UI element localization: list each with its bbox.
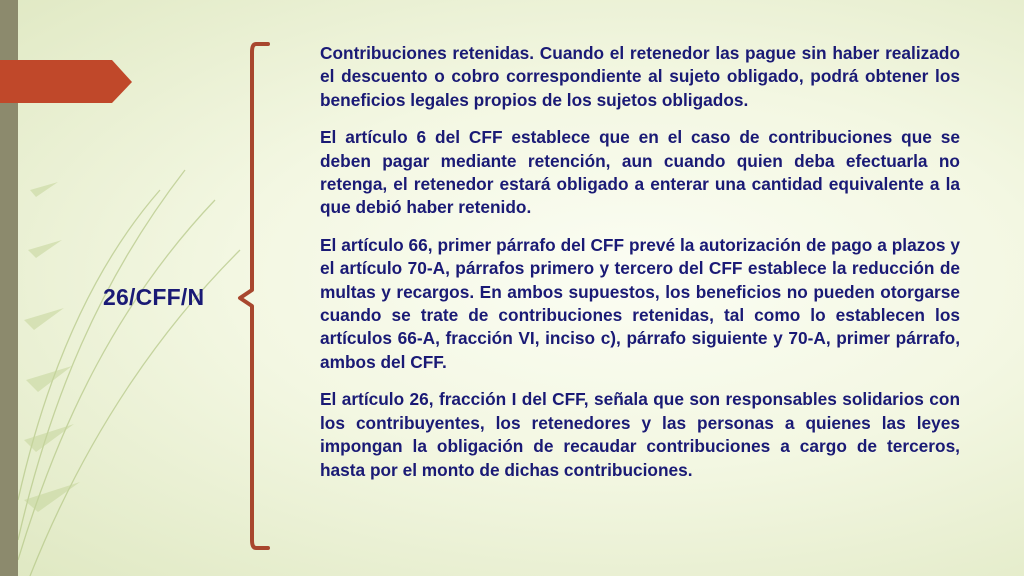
content-text-block: [320, 42, 960, 496]
code-label: 26/CFF/N: [103, 284, 205, 310]
paragraph-articulo-66: El artículo 66, primer párrafo del CFF prevé la autorización de pago a plazos y el artículo 70-A, párrafos primero y tercero del CFF establece la reducción de multas y recargos. En ambos supuestos, los beneficios no pueden otorgarse cuando se trate de contribuciones retenidas, tal como lo establecen los artículos 66-A, fracción VI, inciso c), párrafo siguiente y 70-A, primer párrafo, ambos del CFF.: [320, 234, 960, 372]
paragraph-contribuciones-retenidas: Contribuciones retenidas. Cuando el retenedor las pague sin haber realizado el descuento o cobro correspondiente al sujeto obligado, podrá obtener los beneficios legales propios de los sujetos obligados.: [320, 43, 960, 110]
paragraph-articulo-6: El artículo 6 del CFF establece que en el caso de contribuciones que se deben pagar mediante retención, aun cuando quien deba efectuarla no retenga, el retenedor estará obligado a enterar una cantidad equivalente a la que debió haber retenido.: [320, 127, 960, 218]
paragraph-articulo-26: El artículo 26, fracción I del CFF, señala que son responsables solidarios con los contribuyentes, los retenedores y las personas a quienes las leyes impongan la obligación de recaudar contribuciones a cargo de terceros, hasta por el monto de dichas contribuciones.: [320, 389, 960, 480]
